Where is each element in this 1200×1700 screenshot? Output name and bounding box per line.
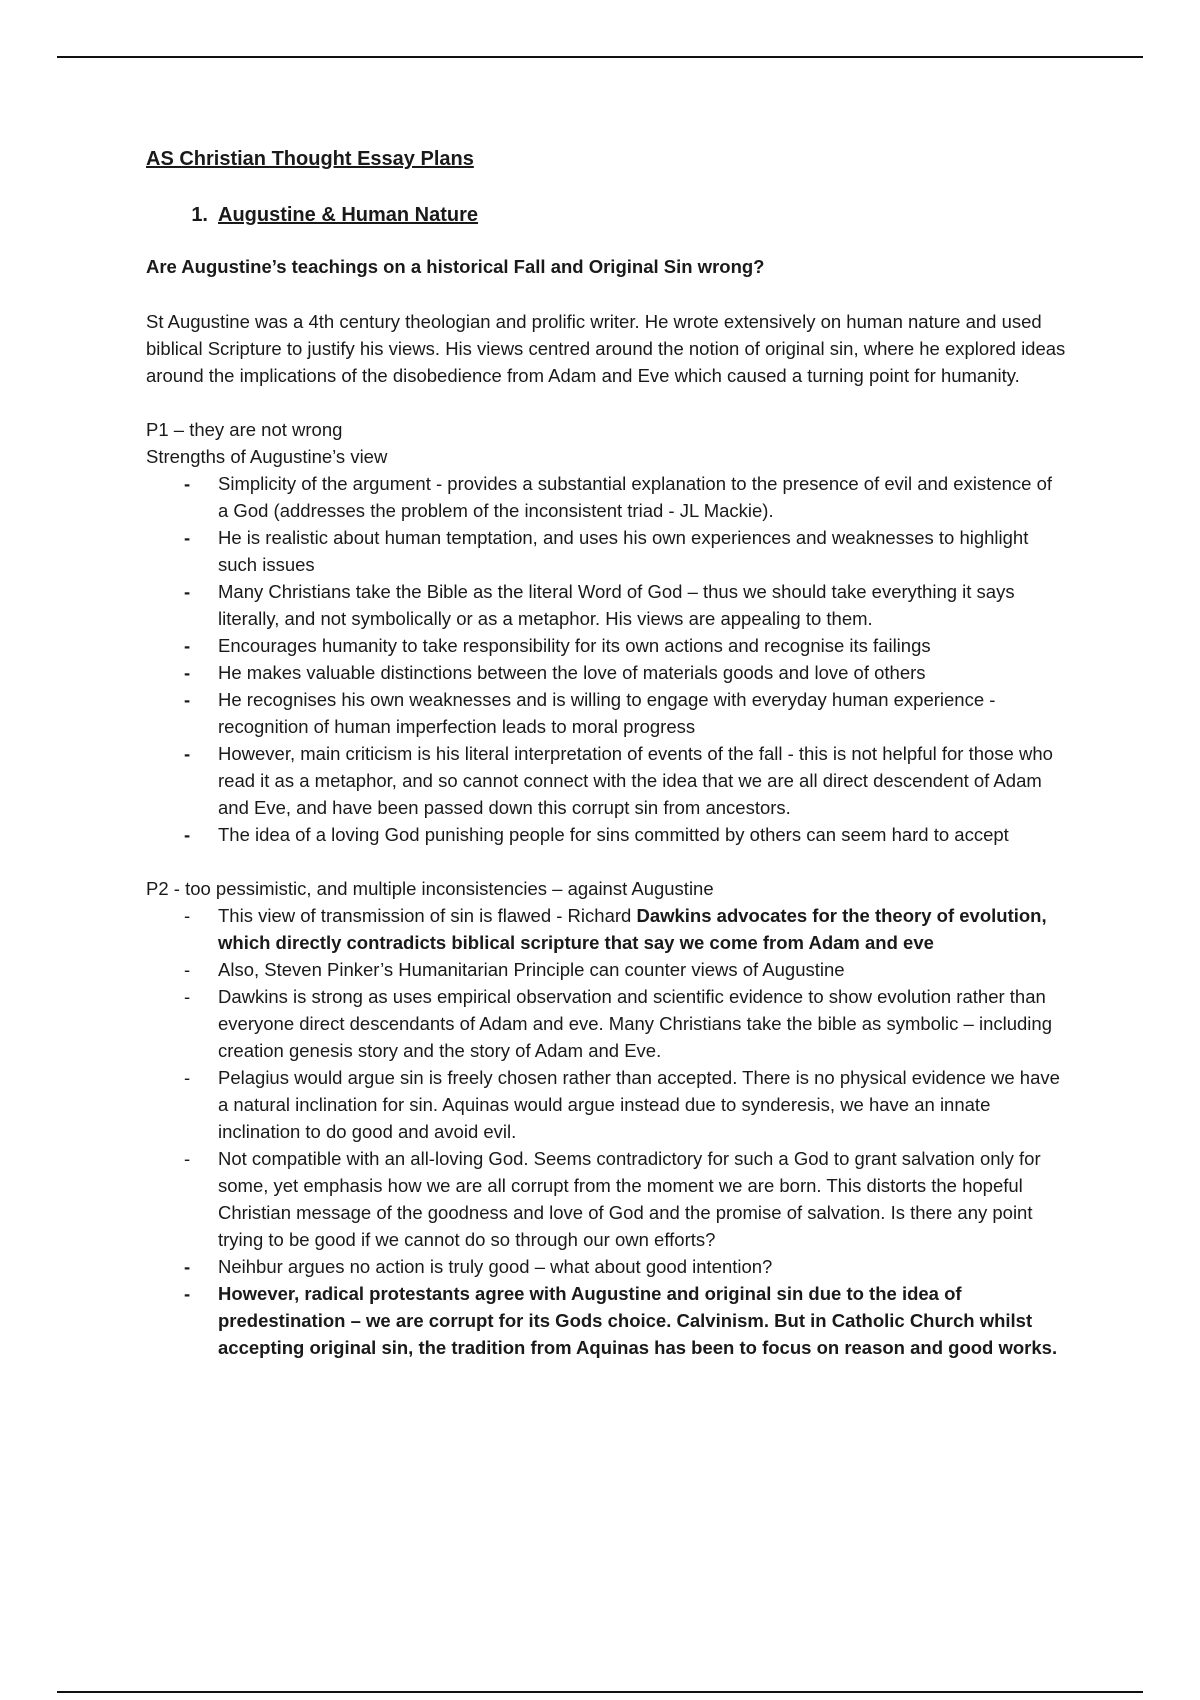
list-item: - The idea of a loving God punishing people for sins committed by others can seem hard to accept <box>218 821 1066 848</box>
list-item: - Not compatible with an all-loving God. Seems contradictory for such a God to grant salvation only for some, yet emphasis how we are all corrupt from the moment we are born. This distorts the hopeful Christian message of the goodness and love of God and the promise of salvation. Is there any point trying to be good if we cannot do so through our own efforts? <box>218 1145 1066 1253</box>
dash-bullet-icon: - <box>184 1067 191 1088</box>
p1-bullet-list <box>146 470 1066 848</box>
list-item: - He makes valuable distinctions between the love of materials goods and love of others <box>218 659 1066 686</box>
list-item: - This view of transmission of sin is flawed - Richard Dawkins advocates for the theory of evolution, which directly contradicts biblical scripture that say we come from Adam and eve <box>218 902 1066 956</box>
footer-rule <box>57 1691 1143 1693</box>
list-item: - However, main criticism is his literal interpretation of events of the fall - this is not helpful for those who read it as a metaphor, and so cannot connect with the idea that we are all direct descendent of Adam and Eve, and have been passed down this corrupt sin from ancestors. <box>218 740 1066 821</box>
dash-bullet-icon: - <box>184 635 191 656</box>
dash-bullet-icon: - <box>184 1256 191 1277</box>
section-title: Augustine & Human Nature <box>218 204 479 226</box>
p2-label: P2 - too pessimistic, and multiple inconsistencies – against Augustine <box>146 878 714 899</box>
dash-bullet-icon: - <box>184 473 191 494</box>
dash-bullet-icon: - <box>184 1283 191 1304</box>
list-item: - He recognises his own weaknesses and is willing to engage with everyday human experience - recognition of human imperfection leads to moral progress <box>218 686 1066 740</box>
dash-bullet-icon: - <box>184 824 191 845</box>
dash-bullet-icon: - <box>184 581 191 602</box>
list-item: - Pelagius would argue sin is freely chosen rather than accepted. There is no physical evidence we have a natural inclination for sin. Aquinas would argue instead due to synderesis, we have an innate inclination to do good and avoid evil. <box>218 1064 1066 1145</box>
list-item: - Also, Steven Pinker’s Humanitarian Principle can counter views of Augustine <box>218 956 1066 983</box>
p1-label: P1 – they are not wrong <box>146 419 343 440</box>
essay-question: Are Augustine’s teachings on a historical Fall and Original Sin wrong? <box>146 256 765 277</box>
dash-bullet-icon: - <box>184 959 191 980</box>
p2-bullet-list <box>146 902 1066 1361</box>
dash-bullet-icon: - <box>184 986 191 1007</box>
dash-bullet-icon: - <box>184 527 191 548</box>
list-item: - He is realistic about human temptation, and uses his own experiences and weaknesses to highlight such issues <box>218 524 1066 578</box>
list-item: - Dawkins is strong as uses empirical observation and scientific evidence to show evolution rather than everyone direct descendants of Adam and eve. Many Christians take the bible as symbolic – including creation genesis story and the story of Adam and Eve. <box>218 983 1066 1064</box>
dash-bullet-icon: - <box>184 662 191 683</box>
header-rule <box>57 56 1143 58</box>
intro-paragraph: St Augustine was a 4th century theologian and prolific writer. He wrote extensively on human nature and used biblical Scripture to justify his views. His views centred around the notion of original sin, where he explored ideas around the implications of the disobedience from Adam and Eve which caused a turning point for humanity. <box>146 311 1066 386</box>
list-item: - Neihbur argues no action is truly good – what about good intention? <box>218 1253 1066 1280</box>
list-item: - Simplicity of the argument - provides a substantial explanation to the presence of evil and existence of a God (addresses the problem of the inconsistent triad - JL Mackie). <box>218 470 1066 524</box>
section-heading <box>146 201 1066 229</box>
dash-bullet-icon: - <box>184 743 191 764</box>
list-item: - However, radical protestants agree with Augustine and original sin due to the idea of predestination – we are corrupt for its Gods choice. Calvinism. But in Catholic Church whilst accepting original sin, the tradition from Aquinas has been to focus on reason and good works. <box>218 1280 1066 1361</box>
list-item: - Encourages humanity to take responsibility for its own actions and recognise its failings <box>218 632 1066 659</box>
dash-bullet-icon: - <box>184 689 191 710</box>
p1-sublabel: Strengths of Augustine’s view <box>146 446 388 467</box>
document-body <box>146 145 1066 1361</box>
dash-bullet-icon: - <box>184 905 191 926</box>
list-item: - Many Christians take the Bible as the literal Word of God – thus we should take everything it says literally, and not symbolically or as a metaphor. His views are appealing to them. <box>218 578 1066 632</box>
document-title: AS Christian Thought Essay Plans <box>146 148 474 170</box>
section-number: 1. <box>191 204 208 226</box>
dash-bullet-icon: - <box>184 1148 191 1169</box>
